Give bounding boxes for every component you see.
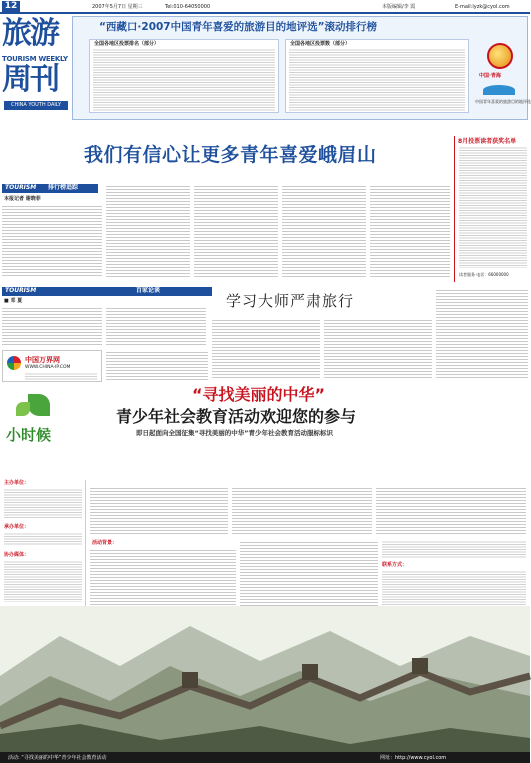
study-col-head: 百家论谈 [136,287,161,294]
left-hosts-list [4,532,82,546]
table-right-title: 全国各地区投票数（部分） [290,41,351,47]
lead-body-col2 [106,184,190,278]
ad-logo-icon [7,356,21,370]
feature-footer [0,752,530,763]
date-line: 2007年5月7日 星期三 [92,4,143,10]
winners-title: 8月投票读者获奖名单 [458,138,517,145]
left-head-hosts: 承办单位： [4,524,30,530]
ad-url: WWW.CHINA-IP.COM [25,365,71,370]
feature-background-1 [90,548,236,610]
sprout-icon [28,394,50,416]
lead-col-head: 排行榜追踪 [48,184,79,191]
great-wall-illustration [0,606,530,756]
banner-headline: “西藏口·2007中国青年喜爱的旅游目的地评选”滚动排行榜 [99,21,378,33]
qinghai-emblem-icon [487,43,513,69]
table-left-rows [93,48,275,111]
lead-body-col4 [282,184,366,278]
contact-box [382,540,526,610]
study-body-col2 [106,306,206,346]
lead-author: 本报记者 谢晓菲 [4,196,41,202]
feature-intro-2 [232,486,372,534]
title-line-1: 旅游 [2,16,58,51]
contact-lines [382,570,526,606]
tel-line: Tel:010-64050000 [165,4,211,10]
title-line-2: 周刊 [2,62,58,97]
footer-left: 活动: “寻找美丽的中华”青少年社会教育活动 [8,755,107,761]
lead-kicker-bar [2,184,98,193]
table-left-title: 全国各地区投票排名（部分） [94,41,160,47]
feature-intro-1 [90,486,228,534]
feature-subhead: 即日起面向全国征集“寻找美丽的中华”青少年社会教育活动服标标识 [136,429,334,437]
left-organizers-list [4,488,82,518]
web-line: E-mail:lyzk@cyol.com [455,4,510,10]
sprout-leaf-icon [16,402,30,416]
title-subtitle: CHINA YOUTH DAILY [4,101,68,110]
study-kicker-bar [2,287,212,296]
winners-list [459,146,527,268]
title-en: TOURISM WEEKLY [2,55,68,63]
contact-head: 联系方式： [382,562,408,568]
study-body-col1 [2,306,102,346]
ranking-table-right [285,39,469,113]
feature-headline-1: “寻找美丽的中华” [192,385,326,404]
table-right-rows [289,48,465,111]
study-headline: 学习大师严肃旅行 [226,292,355,310]
study-body-col6 [106,350,208,380]
page-number: 12 [2,1,20,12]
title-block [2,17,70,113]
lead-kicker: TOURISM [5,184,37,191]
feature-intro-3 [376,486,526,534]
watchtower-2 [302,664,318,680]
winners-sidebar [454,136,528,282]
study-kicker: TOURISM [5,287,37,294]
winners-footer: 读者服务 电话：66000000 [459,272,509,277]
left-head-organizers: 主办单位： [4,480,30,486]
qinghai-logo-text: 中国·青海 [479,73,501,79]
study-body-col3 [212,318,320,380]
feature-left-col [2,480,86,606]
watchtower-1 [182,672,198,688]
qinghai-logo-caption: 中国青年喜爱的旅游目的地评选 [475,99,531,104]
study-body-col4 [324,318,432,380]
ranking-banner [72,16,531,120]
editor-line: 本版编辑/李 霞 [382,4,416,10]
feature-logo-text: 小时候 [6,426,52,444]
watchtower-3 [412,658,428,674]
lead-body-col5 [370,184,450,278]
study-byline: ■ 邓 夏 [4,298,23,304]
ad-name: 中国万界网 [25,356,60,364]
qinghai-wave-icon [483,85,515,95]
left-media-list [4,560,82,602]
lead-body-col1 [2,204,102,278]
footer-right[interactable]: 网址：http://www.cyol.com [380,755,447,761]
lead-headline: 我们有信心让更多青年喜爱峨眉山 [84,144,377,166]
qinghai-logo [475,41,531,113]
lead-body-col3 [194,184,278,278]
contact-intro [382,540,526,558]
feature-logo [6,392,70,456]
ad-box[interactable] [2,350,102,382]
ad-text [25,372,97,380]
feature-headline-2: 青少年社会教育活动欢迎您的参与 [116,407,357,426]
masthead [0,0,530,14]
left-head-media: 协办媒体： [4,552,30,558]
mid-head-background: 活动背景： [92,540,118,546]
ranking-table-left [89,39,279,113]
study-body-col5 [436,288,528,380]
feature-background-2 [240,540,378,610]
